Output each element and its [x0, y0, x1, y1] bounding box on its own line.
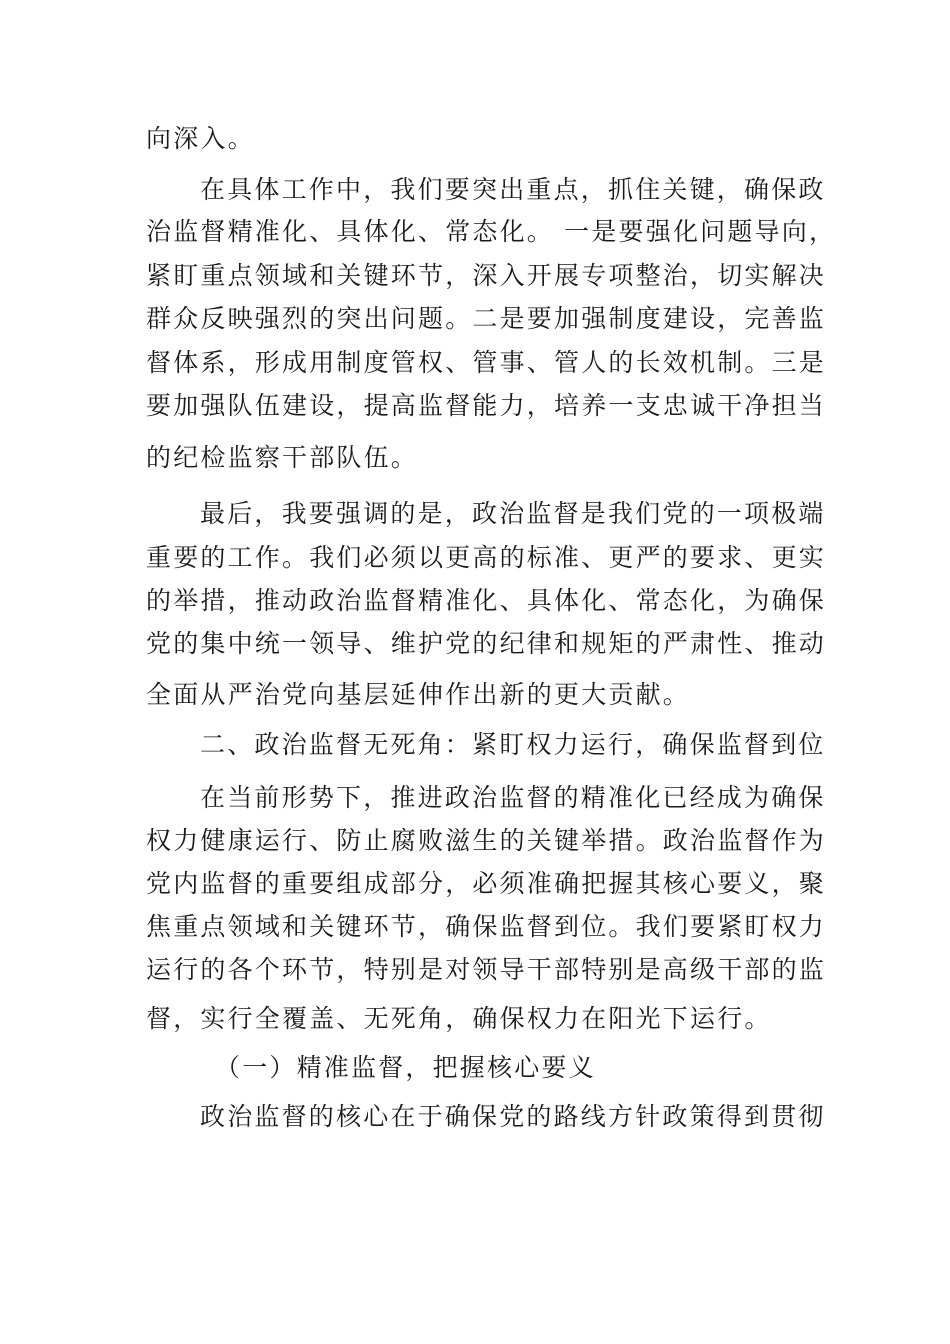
text-line: 要加强队伍建设，提高监督能力，培养一支忠诚干净担当 — [146, 391, 827, 420]
paragraph-first-line: 在具体工作中，我们要突出重点，抓住关键，确保政 — [200, 175, 826, 204]
text-line: 向深入。 — [146, 124, 255, 153]
text-line: 全面从严治党向基层延伸作出新的更大贡献。 — [146, 680, 691, 709]
text-line: 重要的工作。我们必须以更高的标准、更严的要求、更实 — [146, 543, 827, 572]
text-line: 的举措，推动政治监督精准化、具体化、常态化，为确保 — [146, 586, 827, 615]
text-line: 群众反映强烈的突出问题。二是要加强制度建设，完善监 — [146, 304, 827, 333]
text-line: 焦重点领域和关键环节，确保监督到位。我们要紧盯权力 — [146, 912, 827, 941]
text-line: 督体系，形成用制度管权、管事、管人的长效机制。三是 — [146, 348, 827, 377]
text-line: 紧盯重点领域和关键环节，深入开展专项整治，切实解决 — [146, 261, 827, 290]
text-line: 党的集中统一领导、维护党的纪律和规矩的严肃性、推动 — [146, 629, 827, 658]
subsection-heading: （一）精准监督，把握核心要义 — [215, 1053, 596, 1082]
text-line: 的纪检监察干部队伍。 — [146, 443, 419, 472]
paragraph-first-line: 政治监督的核心在于确保党的路线方针政策得到贯彻 — [200, 1102, 826, 1131]
text-line: 督，实行全覆盖、无死角，确保权力在阳光下运行。 — [146, 1004, 772, 1033]
section-heading: 二、政治监督无死角：紧盯权力运行，确保监督到位 — [200, 730, 826, 759]
text-line: 权力健康运行、防止腐败滋生的关键举措。政治监督作为 — [146, 826, 827, 855]
paragraph-first-line: 在当前形势下，推进政治监督的精准化已经成为确保 — [200, 783, 826, 812]
text-line: 党内监督的重要组成部分，必须准确把握其核心要义，聚 — [146, 869, 827, 898]
text-line: 治监督精准化、具体化、常态化。 一是要强化问题导向， — [146, 217, 837, 246]
text-line: 运行的各个环节，特别是对领导干部特别是高级干部的监 — [146, 955, 827, 984]
paragraph-first-line: 最后，我要强调的是，政治监督是我们党的一项极端 — [200, 499, 826, 528]
